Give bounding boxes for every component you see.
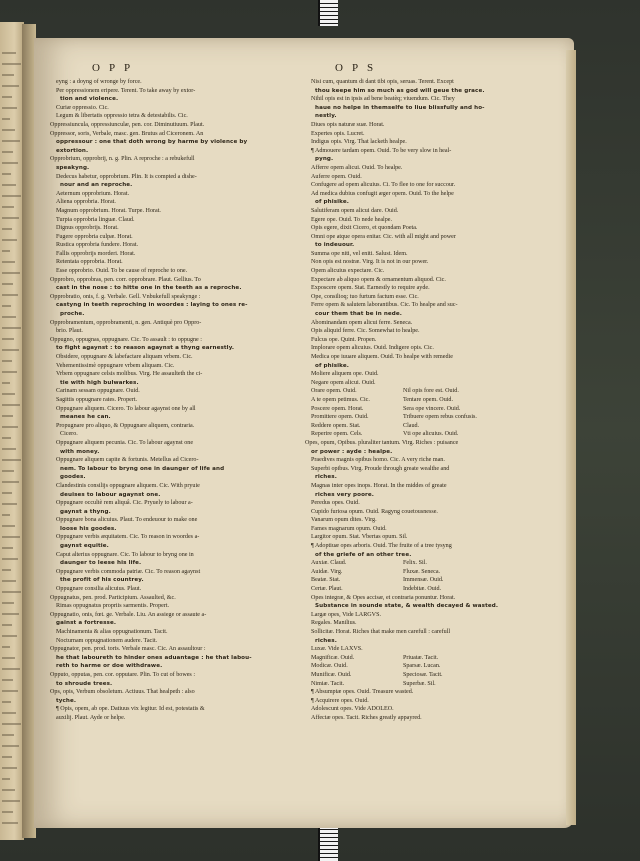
dictionary-line: Omni ope atque opera enitar. Cic. with all might and power: [311, 233, 456, 240]
dictionary-line: riches.: [315, 474, 337, 481]
dictionary-line: to fight agaynst : to reason agaynst a thyng earnestly.: [56, 345, 235, 352]
dictionary-line: Oppugnare occultè rem aliquâ. Cic. Pryuely to labour a-: [56, 500, 193, 507]
dictionary-line: cast in the nose : to hitte one in the teeth as a reproche.: [56, 285, 242, 292]
facing-page-text-fragment: [2, 349, 19, 351]
dictionary-line: Esse opprobrio. Ouid. To be cause of reproche to one.: [56, 268, 188, 275]
dictionary-line: Nihil opis est in ipsis ad bene beatèq; viuendum. Cic. They: [311, 96, 455, 103]
dictionary-line-part: Felix. Sil.: [403, 560, 427, 567]
dictionary-line: Fallis opprobrijs morderi. Horat.: [56, 250, 136, 257]
facing-page-text-fragment: [2, 184, 16, 186]
facing-page-text-fragment: [2, 591, 21, 593]
dictionary-line-part: Magnificæ. Ouid.: [311, 654, 355, 661]
dictionary-line: deuises to labour agaynst one.: [60, 491, 161, 498]
dictionary-line: Opprobro, opprobras, pen. corr. opprobrare. Plaut. Gellius. To: [50, 276, 201, 283]
dictionary-line: tion and violence.: [60, 96, 119, 103]
facing-page-text-fragment: [2, 602, 14, 604]
facing-page-text-fragment: [2, 371, 17, 373]
dictionary-line-part: Nimiæ. Tacit.: [311, 680, 345, 687]
dictionary-line: Rimas oppugnatus propriis sarmentis. Propert.: [56, 603, 170, 610]
dictionary-line: Oppugnator, pen. prod. toris. Verbale masc. Cic. An assaultour :: [50, 646, 206, 653]
dictionary-line: Expertes opis. Lucret.: [311, 130, 365, 137]
scale-ruler-top: [318, 0, 338, 26]
dictionary-line-part: Sera ope vincere. Ouid.: [403, 405, 461, 412]
facing-page-text-fragment: [2, 492, 12, 494]
dictionary-line: Affectæ opes. Tacit. Riches greatly appayred.: [311, 714, 422, 721]
dictionary-line: nem. To labour to bryng one in daunger of life and: [60, 465, 225, 472]
dictionary-line: [305, 662, 560, 671]
dictionary-line: Opem alicuius expectare. Cic.: [311, 268, 385, 275]
dictionary-line: Opprobramentum, opprobramenti, n. gen. Antiquè pro Oppro-: [50, 319, 202, 326]
facing-page-text-fragment: [2, 404, 20, 406]
dictionary-line: loose his goodes.: [60, 525, 117, 532]
dictionary-line-part: Tribuere opem rebus confusis.: [403, 414, 477, 421]
facing-page-text-fragment: [2, 723, 21, 725]
dictionary-line: ¶ Opis, opem, ab ope. Datiuus vix legitur. Id est, potestatis &: [56, 706, 205, 713]
dictionary-line: Ferre opem & salutem laborantibus. Cic. To healpe and suc-: [311, 302, 458, 309]
facing-page-text-fragment: [2, 294, 18, 296]
facing-page-text-fragment: [2, 745, 19, 747]
dictionary-line: Vrbem oppugnare celsis molibus. Virg. He assaulteth the ci-: [56, 371, 203, 378]
dictionary-line: Oppugnatus, pen. prod. Participium. Assaulted, &c.: [50, 594, 176, 601]
dictionary-line-part: Auidæ. Virg.: [311, 568, 343, 575]
facing-page-text-fragment: [2, 338, 14, 340]
dictionary-line: Substance in sounde state, & wealth decayed & wasted.: [315, 603, 499, 610]
facing-page-text-fragment: [2, 734, 14, 736]
facing-page-text-fragment: [2, 283, 13, 285]
dictionary-line: Opprobrium, opprobrij, n. g. Plin. A reproche : a rebukefull: [50, 156, 195, 163]
facing-page-text-fragment: [2, 272, 20, 274]
facing-page-text-fragment: [2, 360, 12, 362]
dictionary-line: haue no helpe in themselfe to liue blissfully and ho-: [315, 104, 485, 111]
dictionary-line: to indeuour.: [315, 242, 355, 249]
dictionary-line: Ope, consilioq; tuo furtum factum esse. Cic.: [311, 293, 419, 300]
dictionary-line: Praedives magnis opibus homo. Cic. A very riche man.: [311, 457, 445, 464]
dictionary-line-part: Orare opem. Ouid.: [311, 388, 357, 395]
dictionary-line: Non opis est nostræ. Virg. It is not in our power.: [311, 259, 429, 266]
facing-page-text-fragment: [2, 767, 17, 769]
dictionary-line: Indigus opis. Virg. That lacketh healpe.: [311, 139, 407, 146]
dictionary-line: Confugere ad opem alicuius. Ci. To flee to one for succour.: [311, 182, 456, 189]
dictionary-line: thou keepe him so much as god will geue the grace.: [315, 87, 485, 94]
facing-page-text-fragment: [2, 536, 20, 538]
dictionary-line-part: Priuatæ. Tacit.: [403, 654, 439, 661]
dictionary-line-part: Promittere opem. Ouid.: [311, 414, 369, 421]
dictionary-line: of phisike.: [315, 362, 349, 369]
facing-page-text-fragment: [2, 415, 13, 417]
dictionary-line: Negare opem alicui. Ouid.: [311, 379, 376, 386]
dictionary-line: Auferre opem. Ouid.: [311, 173, 362, 180]
running-header-left: OPP: [92, 62, 140, 74]
facing-page-text-fragment: [2, 756, 12, 758]
dictionary-line: Abominandam opem alicui ferre. Seneca.: [311, 319, 413, 326]
dictionary-line: [305, 568, 560, 577]
facing-page-text-fragment: [2, 558, 18, 560]
dictionary-line-part: Reperire opem. Cels.: [311, 431, 363, 438]
dictionary-line: [305, 585, 560, 594]
facing-page-text-fragment: [2, 657, 15, 659]
dictionary-line: Oppugno, oppugnas, oppugnare. Cic. To assault : to oppugne :: [50, 336, 202, 343]
dictionary-line: Opputo, opputas, pen. cor. opputare. Plin. To cut of bowes :: [50, 671, 196, 678]
facing-page-text-fragment: [2, 162, 18, 164]
dictionary-line: eyng : a doyng of wronge by force.: [56, 79, 142, 85]
dictionary-line: Vanarum opum dites. Virg.: [311, 517, 377, 524]
dictionary-line: Diues opis naturæ suæ. Horat.: [311, 121, 385, 128]
facing-page-text-fragment: [2, 789, 15, 791]
dictionary-line: Obsidere, oppugnare & labefactare aliquam vrbem. Cic.: [56, 354, 193, 360]
dictionary-line: gaynst equitie.: [60, 543, 109, 550]
facing-page-text-fragment: [2, 624, 12, 626]
dictionary-line-part: Modicæ. Ouid.: [311, 663, 348, 670]
dictionary-line: Opes integræ, & Opes accisæ, et contraria ponuntur. Horat.: [311, 594, 456, 601]
dictionary-line: Moliere aliquem ope. Ouid.: [311, 371, 379, 378]
dictionary-line: Superbi opibus. Virg. Proude through greate wealthe and: [311, 465, 450, 472]
dictionary-line: Magnum opprobrium. Horat. Turpe. Horat.: [56, 207, 161, 214]
dictionary-line: Opes, opum, Opibus. pluraliter tantum. Virg. Riches : puisance: [305, 439, 459, 446]
dictionary-line: Opprobratio, onis, f. g. Verbale. Gell. Vnbukefull speakynge :: [50, 293, 201, 300]
dictionary-line-part: Superbæ. Sil.: [403, 680, 436, 687]
dictionary-line: Propugnare pro aliquo, & Oppugnare aliquem, contraria.: [56, 422, 195, 429]
dictionary-line: speakyng.: [56, 164, 90, 171]
running-header-right: OPS: [335, 62, 383, 74]
facing-page-text-fragment: [2, 250, 10, 252]
dictionary-line: with money.: [60, 448, 100, 455]
facing-page-text-fragment: [2, 52, 16, 54]
dictionary-line: of phisike.: [315, 199, 349, 206]
dictionary-line: [305, 387, 560, 396]
facing-page-text-fragment: [2, 85, 19, 87]
facing-page-text-fragment: [2, 140, 20, 142]
facing-page-text-fragment: [2, 646, 10, 648]
dictionary-line: [305, 680, 560, 689]
dictionary-line: Regales. Manilius.: [311, 620, 357, 627]
facing-page-text-fragment: [2, 327, 21, 329]
facing-page-text-fragment: [2, 580, 16, 582]
dictionary-line: Ad medica dubius confugit æger opem. Ouid. To the helpe: [311, 190, 454, 197]
facing-page-edge: [0, 22, 24, 840]
dictionary-line-part: Auxiæ. Claud.: [311, 560, 347, 567]
dictionary-line: tie with high bulwarkes.: [60, 379, 139, 386]
scale-ruler-bottom: [318, 826, 338, 861]
facing-page-text-fragment: [2, 437, 11, 439]
facing-page-text-fragment: [2, 679, 13, 681]
dictionary-line: Adolescunt opes. Vide ADOLEO.: [311, 706, 394, 713]
facing-page-text-fragment: [2, 701, 11, 703]
facing-page-text-fragment: [2, 822, 18, 824]
dictionary-line: brio. Plaut.: [56, 328, 83, 335]
dictionary-line: Oppressor, soris, Verbale, masc. gen. Brutus ad Ciceronem. An: [50, 130, 204, 137]
dictionary-line-part: Reddere opem. Stat.: [311, 422, 361, 429]
dictionary-line: Cupido furiosa opum. Ouid. Ragyng couetousnesse.: [311, 508, 438, 515]
dictionary-line: [305, 405, 560, 414]
dictionary-line: Dedecus habetur, opprobrium. Plin. It is compted a dishe-: [56, 173, 197, 180]
facing-page-text-fragment: [2, 382, 10, 384]
dictionary-line: Caput alterius oppugnare. Cic. To labour to bryng one in: [56, 551, 194, 558]
dictionary-line: Legum & libertatis oppressio tetra & detestabilis. Cic.: [56, 113, 188, 120]
dictionary-line: Nisi cum, quantum di dant tibi opis, seruas. Terent. Except: [311, 79, 454, 85]
dictionary-line: Oppugnare aliquem pecunia. Cic. To labour agaynst one: [56, 439, 194, 446]
dictionary-line: Oppugnare verbis commoda patriæ. Cic. To reason agaynst: [56, 568, 201, 575]
facing-page-text-fragment: [2, 393, 15, 395]
facing-page-text-fragment: [2, 261, 15, 263]
dictionary-line-part: Certæ. Plaut.: [311, 586, 343, 593]
dictionary-line: Oppressiuncula, oppressiunculæ, pen. cor. Diminutiuum. Plaut.: [50, 121, 205, 128]
dictionary-line: [305, 559, 560, 568]
facing-page-text-fragment: [2, 525, 15, 527]
right-column: [305, 78, 560, 723]
dictionary-line: gainst a fortresse.: [56, 620, 117, 627]
dictionary-line: Cicero.: [60, 431, 78, 438]
dictionary-line: riches very poore.: [315, 491, 375, 498]
page-stack-edge: [566, 50, 576, 825]
dictionary-line: Salutiferam opem alicui dare. Ouid.: [311, 207, 399, 214]
dictionary-line: the profit of his countrey.: [60, 577, 144, 584]
facing-page-text-fragment: [2, 448, 16, 450]
dictionary-line: Fulcus ope. Quint. Propen.: [311, 336, 377, 343]
dictionary-line: Oppugnatio, onis, fœt. ge. Verbale. Liu. An assiege or assaute a-: [50, 611, 207, 618]
facing-page-text-fragment: [2, 470, 14, 472]
dictionary-line: Aeternum opprobrium. Horat.: [56, 190, 130, 197]
dictionary-line: Egere ope. Ouid. To nede healpe.: [311, 216, 393, 223]
dictionary-line: Opis aliquid ferre. Cic. Somewhat to healpe.: [311, 328, 420, 335]
facing-page-text-fragment: [2, 305, 11, 307]
dictionary-line: ¶ Acquirere opes. Ouid.: [311, 697, 369, 704]
facing-page-text-fragment: [2, 800, 20, 802]
dictionary-line: oppressour : one that doth wrong by harme by violence by: [56, 139, 248, 146]
dictionary-line: Rustica opprobria fundere. Horat.: [56, 242, 139, 249]
dictionary-line: Oppugnare consilia alicuius. Plaut.: [56, 586, 142, 593]
dictionary-line: Per oppressionem eripere. Terent. To take away by extor-: [56, 87, 196, 94]
facing-page-text-fragment: [2, 811, 13, 813]
dictionary-line-part: Poscere opem. Horat.: [311, 405, 364, 412]
dictionary-line-part: Munificæ. Ouid.: [311, 671, 352, 678]
facing-page-text-fragment: [2, 195, 21, 197]
dictionary-line: pyng.: [315, 156, 334, 163]
dictionary-line: [305, 576, 560, 585]
dictionary-line-part: A te opem petimus. Cic.: [311, 396, 370, 403]
facing-page-text-fragment: [2, 239, 17, 241]
dictionary-line-part: Vti ope alicuius. Ouid.: [403, 431, 459, 438]
dictionary-line: gaynst a thyng.: [60, 508, 111, 515]
dictionary-line: or power : ayde : healpe.: [311, 448, 393, 455]
facing-page-text-fragment: [2, 569, 11, 571]
dictionary-line-part: Nil opis fore est. Ouid.: [403, 388, 459, 395]
facing-page-text-fragment: [2, 778, 10, 780]
facing-page-text-fragment: [2, 228, 12, 230]
facing-page-text-fragment: [2, 426, 18, 428]
dictionary-line: proche.: [60, 311, 85, 318]
facing-page-text-fragment: [2, 514, 10, 516]
dictionary-line: ¶ Adoptiuæ opes arboris. Ouid. The fruite of a tree tysyng: [311, 543, 452, 550]
dictionary-line: Dignus opprobrijs. Horat.: [56, 225, 119, 232]
dictionary-line-part: Tentare opem. Ouid.: [403, 396, 453, 403]
dictionary-line: nour and an reproche.: [60, 182, 133, 189]
dictionary-line: [305, 422, 560, 431]
dictionary-line: Magnas inter opes inops. Horat. In the middes of greate: [311, 482, 447, 489]
dictionary-line: Clandestinis consilijs oppugnare aliquem. Cic. With pryuie: [56, 482, 200, 489]
facing-page-text-fragment: [2, 316, 16, 318]
facing-page-text-fragment: [2, 118, 10, 120]
dictionary-line: Implorare opem alicuius. Ouid. Indigere opis. Cic.: [311, 345, 434, 352]
dictionary-line: Ops, opis, Verbum obsoletum. Actiuus. That healpeth : also: [50, 689, 195, 696]
dictionary-line: Peredus opes. Ouid.: [311, 500, 360, 507]
dictionary-line-part: Claud.: [403, 422, 420, 429]
facing-page-text-fragment: [2, 107, 17, 109]
dictionary-line: [305, 396, 560, 405]
dictionary-line: auxilij. Plaut. Ayde or helpe.: [56, 714, 126, 721]
facing-page-text-fragment: [2, 129, 15, 131]
dictionary-line: castyng in teeth reproching in woordes : laying to ones re-: [56, 302, 248, 309]
dictionary-line-part: Immensæ. Ouid.: [403, 577, 444, 584]
dictionary-line: Vehementissimè oppugnare vrbem aliquam. Cic.: [56, 362, 175, 369]
dictionary-line: Curiæ oppressio. Cic.: [56, 104, 109, 111]
dictionary-line: Largitor opum. Stat. Vbertas opum. Sil.: [311, 534, 408, 541]
dictionary-line: Opis egere, dixit Cicero, et quondam Poeta.: [311, 225, 418, 232]
facing-page-text-fragment: [2, 459, 21, 461]
dictionary-line-part: Sparsæ. Lucan.: [403, 663, 441, 670]
dictionary-line: he that laboureth to hinder ones aduantage : he that labou-: [56, 654, 252, 661]
dictionary-line: tyche.: [56, 697, 77, 704]
dictionary-line: meanes he can.: [60, 414, 111, 421]
dictionary-line: Oppugnare verbis æquitatem. Cic. To reason in woordes a-: [56, 534, 200, 541]
dictionary-line-part: Speciosæ. Tacit.: [403, 671, 443, 678]
dictionary-line: Fames magnarum opum. Ouid.: [311, 525, 387, 532]
facing-page-text-fragment: [2, 206, 14, 208]
dictionary-line: Carinam sessam oppugnare. Ouid.: [56, 388, 140, 395]
left-column: [50, 78, 305, 723]
dictionary-line: nestly.: [315, 113, 337, 120]
dictionary-line: Fugere opprobria culpæ. Horat.: [56, 233, 133, 240]
dictionary-line: to shroude trees.: [56, 680, 113, 687]
dictionary-line: ¶ Absumptæ opes. Ouid. Treasure wasted.: [311, 689, 414, 696]
facing-page-text-fragment: [2, 690, 18, 692]
dictionary-line: reth to harme or doe withdrawe.: [56, 663, 163, 670]
dictionary-line: Afferre opem alicui. Ouid. To healpe.: [311, 164, 403, 171]
facing-page-text-fragment: [2, 503, 17, 505]
facing-page-text-fragment: [2, 547, 13, 549]
dictionary-line: Oppugnare bona alicuius. Plaut. To endeuour to make one: [56, 517, 198, 524]
dictionary-line: Retentata opprobria. Horat.: [56, 259, 123, 266]
dictionary-line: Medica ope iuuare aliquem. Ouid. To healpe with remedie: [311, 354, 453, 360]
dictionary-line: Aliena opprobria. Horat.: [56, 199, 116, 206]
dictionary-line: Summa ope niti, vel eniti. Salust. Idem.: [311, 250, 408, 257]
dictionary-line-part: Indebitæ. Ouid.: [403, 586, 442, 593]
facing-page-text-fragment: [2, 151, 13, 153]
facing-page-text-fragment: [2, 635, 17, 637]
facing-page-text-fragment: [2, 613, 19, 615]
dictionary-line: extortion.: [56, 147, 89, 154]
dictionary-line: ¶ Admouere tardam opem. Ouid. To be very slow in heal-: [311, 147, 452, 154]
dictionary-line: Turpia opprobria linguæ. Claud.: [56, 216, 135, 223]
dictionary-line: Largæ opes, Vide LARGVS.: [311, 611, 381, 618]
dictionary-line-part: Beatæ. Stat.: [311, 577, 341, 584]
dictionary-line: Machinamenta & alias oppugnationum. Tacit.: [56, 629, 168, 635]
dictionary-line: [305, 654, 560, 663]
facing-page-text-fragment: [2, 668, 20, 670]
dictionary-line: Nocturnam oppugnationem audere. Tacit.: [56, 637, 158, 644]
dictionary-line: Oppugnare aliquem capite & fortunis. Metellus ad Cicero-: [56, 457, 199, 464]
facing-page-text-fragment: [2, 96, 12, 98]
dictionary-line: Sagittis oppugnare rates. Propert.: [56, 396, 138, 403]
dictionary-line: [305, 413, 560, 422]
dictionary-line: [305, 430, 560, 439]
dictionary-line: Exposcere opem. Stat. Earnestly to require ayde.: [311, 285, 430, 292]
dictionary-line: Luxæ. Vide LAXVS.: [311, 646, 363, 653]
dictionary-line: riches.: [315, 637, 337, 644]
dictionary-line: goodes.: [60, 474, 86, 481]
dictionary-line: cour them that be in nede.: [315, 311, 403, 318]
dictionary-line: of the griefe of an other tree.: [315, 551, 412, 558]
dictionary-line: Oppugnare aliquem. Cicero. To labour agaynst one by all: [56, 405, 196, 412]
facing-page-text-fragment: [2, 74, 14, 76]
dictionary-line-part: Fluxæ. Seneca.: [403, 568, 441, 575]
dictionary-line: Sollicitæ. Horat. Riches that make men carefull : carefull: [311, 629, 451, 635]
facing-page-text-fragment: [2, 217, 19, 219]
facing-page-text-fragment: [2, 63, 21, 65]
dictionary-line: daunger to leese his life.: [60, 560, 142, 567]
facing-page-text-fragment: [2, 712, 16, 714]
dictionary-line: Expectare ab aliquo opem & ornamentum aliquod. Cic.: [311, 276, 446, 283]
dictionary-line: [305, 671, 560, 680]
facing-page-text-fragment: [2, 481, 19, 483]
facing-page-text-fragment: [2, 173, 11, 175]
